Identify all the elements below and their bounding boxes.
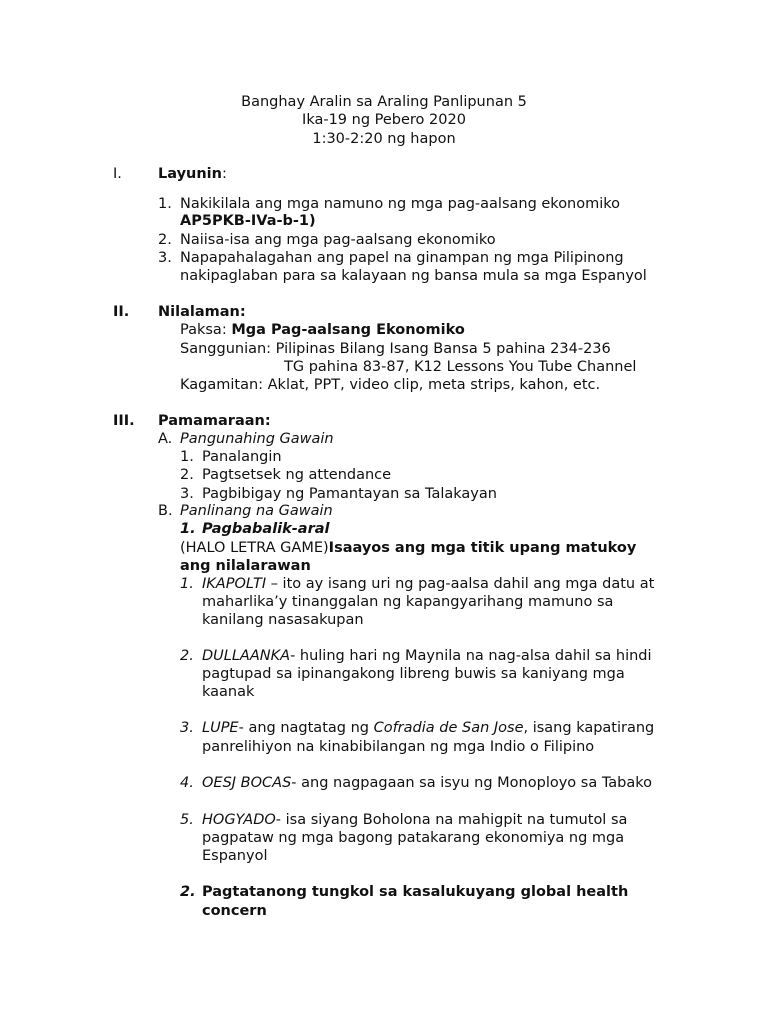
part-a-item-1-number: 1. [180, 449, 194, 465]
clue-2-line-2: pagtupad sa ipinangakong libreng buwis sa kaniyang mga [202, 666, 625, 682]
document-time: 1:30-2:20 ng hapon [312, 131, 456, 147]
clue-2-desc: - huling hari ng Maynila na nag-alsa dahil sa hindi [290, 648, 652, 664]
clue-2-word: DULLAANKA [202, 648, 291, 664]
activity-2-number: 2. [180, 884, 196, 900]
clue-1-desc: – ito ay isang uri ng pag-aalsa dahil ang mga datu at [266, 576, 655, 592]
clue-1-word: IKAPOLTI [202, 576, 267, 592]
clue-3-line-2: panrelihiyon na kinabibilangan ng mga Indio o Filipino [202, 739, 595, 755]
objective-3-text-cont: nakipaglaban para sa kalayaan ng bansa mula sa mga Espanyol [180, 268, 647, 284]
clue-5-line-3: Espanyol [202, 848, 268, 864]
clue-4-line-1 [202, 774, 652, 792]
section-2-numeral: II. [113, 304, 130, 320]
clue-1-line-2: maharlika’y tinanggalan ng kapangyarihang mamuno sa [202, 594, 614, 610]
clue-2-number: 2. [180, 648, 194, 664]
clue-2-line-1 [202, 647, 652, 665]
kagamitan-line: Kagamitan: Aklat, PPT, video clip, meta strips, kahon, etc. [180, 377, 601, 393]
paksa-value: Mga Pag-aalsang Ekonomiko [231, 322, 465, 338]
paksa-line [180, 321, 465, 339]
clue-5-desc: - isa siyang Boholona na mahigpit na tumutol sa [275, 812, 628, 828]
section-1-heading-colon: : [221, 166, 227, 182]
clue-5-line-1 [202, 811, 627, 829]
activity-1-title: Pagbabalik-aral [202, 521, 330, 537]
activity-1-instruction [180, 539, 636, 557]
objective-2-text: Naiisa-isa ang mga pag-aalsang ekonomiko [180, 232, 496, 248]
sanggunian-line-2: TG pahina 83-87, K12 Lessons You Tube Channel [284, 359, 637, 375]
activity-2-title-cont: concern [202, 903, 267, 919]
part-b-letter: B. [158, 503, 173, 519]
sanggunian-line: Sanggunian: Pilipinas Bilang Isang Bansa 5 pahina 234-236 [180, 341, 611, 357]
part-a-item-3-number: 3. [180, 486, 194, 502]
activity-2-title: Pagtatanong tungkol sa kasalukuyang global health [202, 884, 629, 900]
clue-1-line-3: kanilang nasasakupan [202, 612, 364, 628]
section-3-numeral: III. [113, 413, 135, 429]
document-date: Ika-19 ng Pebero 2020 [302, 112, 466, 128]
clue-2-line-3: kaanak [202, 684, 255, 700]
clue-3-word: LUPE [202, 720, 239, 736]
part-a-item-1-text: Panalangin [202, 449, 282, 465]
clue-3-line-1 [202, 719, 654, 737]
document-title: Banghay Aralin sa Araling Panlipunan 5 [241, 94, 527, 110]
activity-1-instruction-text: Isaayos ang mga titik upang matukoy [328, 540, 637, 556]
clue-3-desc: - ang nagtatag ng [238, 720, 374, 736]
clue-5-number: 5. [180, 812, 194, 828]
paksa-label: Paksa: [180, 322, 232, 338]
part-a-item-3-text: Pagbibigay ng Pamantayan sa Talakayan [202, 486, 497, 502]
section-3-heading: Pamamaraan: [158, 413, 271, 429]
clue-3-italic-term: Cofradia de San Jose [373, 720, 524, 736]
objective-1-code: AP5PKB-IVa-b-1) [180, 213, 316, 229]
clue-1-number: 1. [180, 576, 194, 592]
objective-1-text: Nakikilala ang mga namuno ng mga pag-aalsang ekonomiko [180, 196, 621, 212]
activity-1-number: 1. [180, 521, 196, 537]
objective-3-text: Napapahalagahan ang papel na ginampan ng mga Pilipinong [180, 250, 624, 266]
clue-3-number: 3. [180, 720, 194, 736]
clue-5-word: HOGYADO [202, 812, 276, 828]
section-1-numeral: I. [113, 166, 122, 182]
objective-3-number: 3. [158, 250, 172, 266]
activity-1-prefix: (HALO LETRA GAME) [180, 540, 329, 556]
clue-4-word: OESJ BOCAS [202, 775, 292, 791]
clue-1-line-1 [202, 575, 654, 593]
section-1-heading-text: Layunin [158, 166, 222, 182]
section-2-heading: Nilalaman: [158, 304, 246, 320]
clue-4-desc: - ang nagpagaan sa isyu ng Monoployo sa Tabako [291, 775, 653, 791]
objective-2-number: 2. [158, 232, 172, 248]
part-a-item-2-number: 2. [180, 467, 194, 483]
clue-3-desc-cont: , isang kapatirang [523, 720, 655, 736]
clue-4-number: 4. [180, 775, 194, 791]
part-a-item-2-text: Pagtsetsek ng attendance [202, 467, 392, 483]
activity-1-instruction-cont: ang nilalarawan [180, 558, 311, 574]
part-b-title: Panlinang na Gawain [180, 503, 333, 519]
clue-5-line-2: pagpataw ng mga bagong patakarang ekonomiya ng mga [202, 830, 625, 846]
part-a-title: Pangunahing Gawain [180, 431, 334, 447]
section-1-heading [158, 165, 227, 183]
part-a-letter: A. [158, 431, 173, 447]
objective-1-number: 1. [158, 196, 172, 212]
